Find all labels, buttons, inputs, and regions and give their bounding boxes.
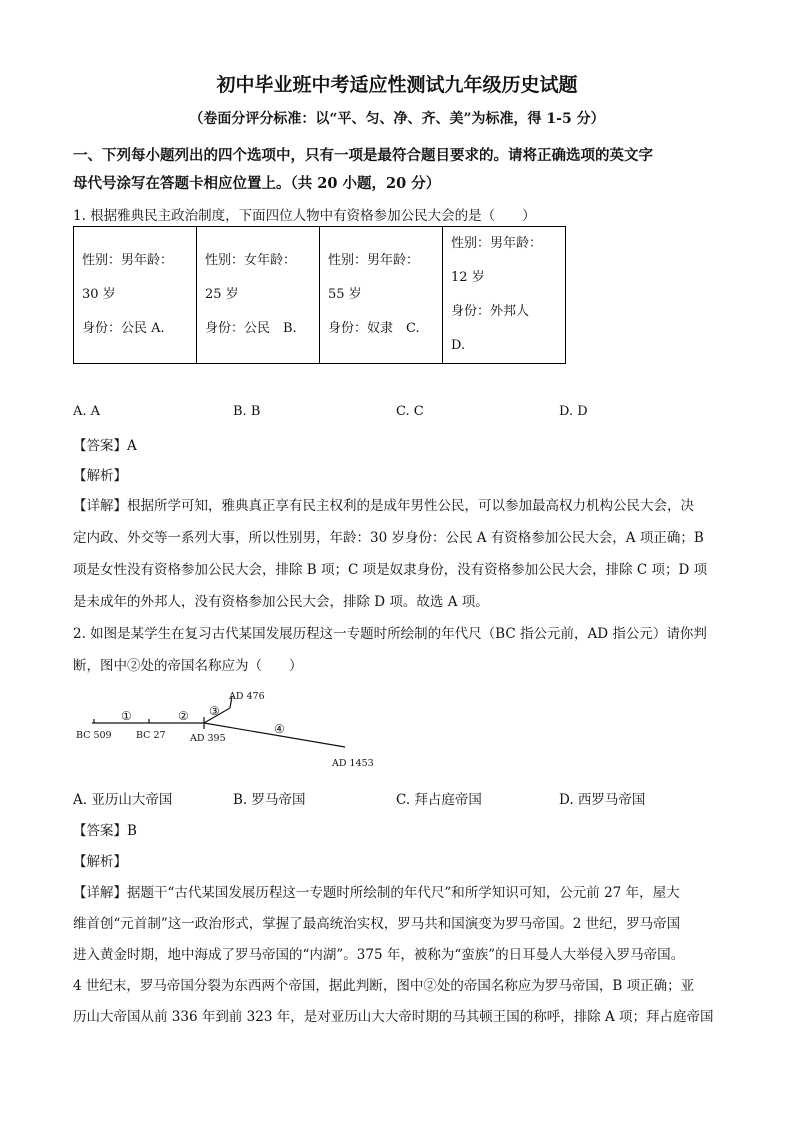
timeline-diagram	[70, 686, 390, 772]
section-instruction-line2: 母代号涂写在答题卡相应位置上。（共 20 小题，20 分）	[73, 175, 441, 192]
q2-analysis-label: 【解析】	[73, 854, 127, 870]
timeline-marker-2: ②	[178, 709, 189, 723]
q1-detail-line: 【详解】根据所学可知，雅典真正享有民主权利的是成年男性公民，可以参加最高权力机构公民大会，决	[73, 498, 694, 514]
q2-detail-line: 维首创“元首制”这一政治形式，掌握了最高统治实权，罗马共和国演变为罗马帝国。2 世纪，罗马帝国	[73, 916, 681, 932]
q1-option-d[interactable]: D. D	[559, 404, 588, 419]
q1-detail-line: 项是女性没有资格参加公民大会，排除 B 项；C 项是奴隶身份，没有资格参加公民大会，排除 C 项；D 项	[73, 562, 708, 578]
q2-option-a[interactable]: A. 亚历山大帝国	[73, 792, 173, 808]
timeline-marker-3: ③	[209, 704, 220, 718]
timeline-label-ad1453: AD 1453	[332, 758, 374, 769]
section-instruction-line1: 一、下列每小题列出的四个选项中，只有一项是最符合题目要求的。请将正确选项的英文字	[73, 147, 653, 164]
question-1-table	[73, 226, 566, 364]
q1-detail-line: 定内政、外交等一系列大事，所以性别男，年龄：30 岁身份：公民 A 有资格参加公民大会，A 项正确；B	[73, 530, 704, 546]
exam-title: 初中毕业班中考适应性测试九年级历史试题	[216, 74, 578, 96]
table-cell-a: 性别：男年龄： 30 岁 身份：公民 A.	[74, 227, 197, 364]
timeline-marker-1: ①	[121, 709, 132, 723]
table-cell-d: 性别：男年龄： 12 岁 身份：外邦人 D.	[443, 227, 566, 364]
q2-option-b[interactable]: B. 罗马帝国	[233, 792, 306, 808]
q1-option-c[interactable]: C. C	[396, 404, 424, 419]
q2-detail-line: 【详解】据题干“古代某国发展历程这一专题时所绘制的年代尺”和所学知识可知，公元前 27 年，屋大	[73, 885, 680, 901]
q2-detail-line: 历山大帝国从前 336 年到前 323 年，是对亚历山大大帝时期的马其顿王国的称呼，排除 A 项；拜占庭帝国	[73, 1009, 714, 1025]
q1-detail-line: 是未成年的外邦人，没有资格参加公民大会，排除 D 项。故选 A 项。	[73, 594, 489, 610]
timeline-marker-4: ④	[274, 722, 285, 736]
question-1-stem: 1. 根据雅典民主政治制度，下面四位人物中有资格参加公民大会的是（ ）	[73, 208, 536, 224]
q1-option-b[interactable]: B. B	[233, 404, 261, 419]
q1-answer: 【答案】A	[73, 438, 137, 454]
timeline-label-ad395: AD 395	[190, 733, 226, 744]
timeline-label-ad476: AD 476	[229, 691, 265, 702]
q2-option-d[interactable]: D. 西罗马帝国	[559, 792, 646, 808]
q2-detail-line: 4 世纪末，罗马帝国分裂为东西两个帝国，据此判断，图中②处的帝国名称应为罗马帝国，B 项正确；亚	[73, 978, 695, 994]
q2-option-c[interactable]: C. 拜占庭帝国	[396, 792, 482, 808]
table-cell-c: 性别：男年龄： 55 岁 身份：奴隶 C.	[320, 227, 443, 364]
table-cell-b: 性别：女年龄： 25 岁 身份：公民 B.	[197, 227, 320, 364]
q1-analysis-label: 【解析】	[73, 468, 127, 484]
q2-answer: 【答案】B	[73, 823, 137, 839]
q2-detail-line: 进入黄金时期，地中海成了罗马帝国的“内湖”。375 年，被称为“蛮族”的日耳曼人大举侵入罗马帝国。	[73, 947, 685, 963]
question-2-stem-line2: 断，图中②处的帝国名称应为（ ）	[73, 658, 303, 674]
timeline-label-bc27: BC 27	[136, 730, 166, 741]
timeline-label-bc509: BC 509	[76, 730, 112, 741]
question-2-stem-line1: 2. 如图是某学生在复习古代某国发展历程这一专题时所绘制的年代尺（BC 指公元前，AD 指公元）请你判	[73, 626, 707, 642]
exam-subtitle: （卷面分评分标准：以“平、匀、净、齐、美”为标准，得 1-5 分）	[189, 111, 605, 127]
q1-option-a[interactable]: A. A	[73, 404, 101, 419]
